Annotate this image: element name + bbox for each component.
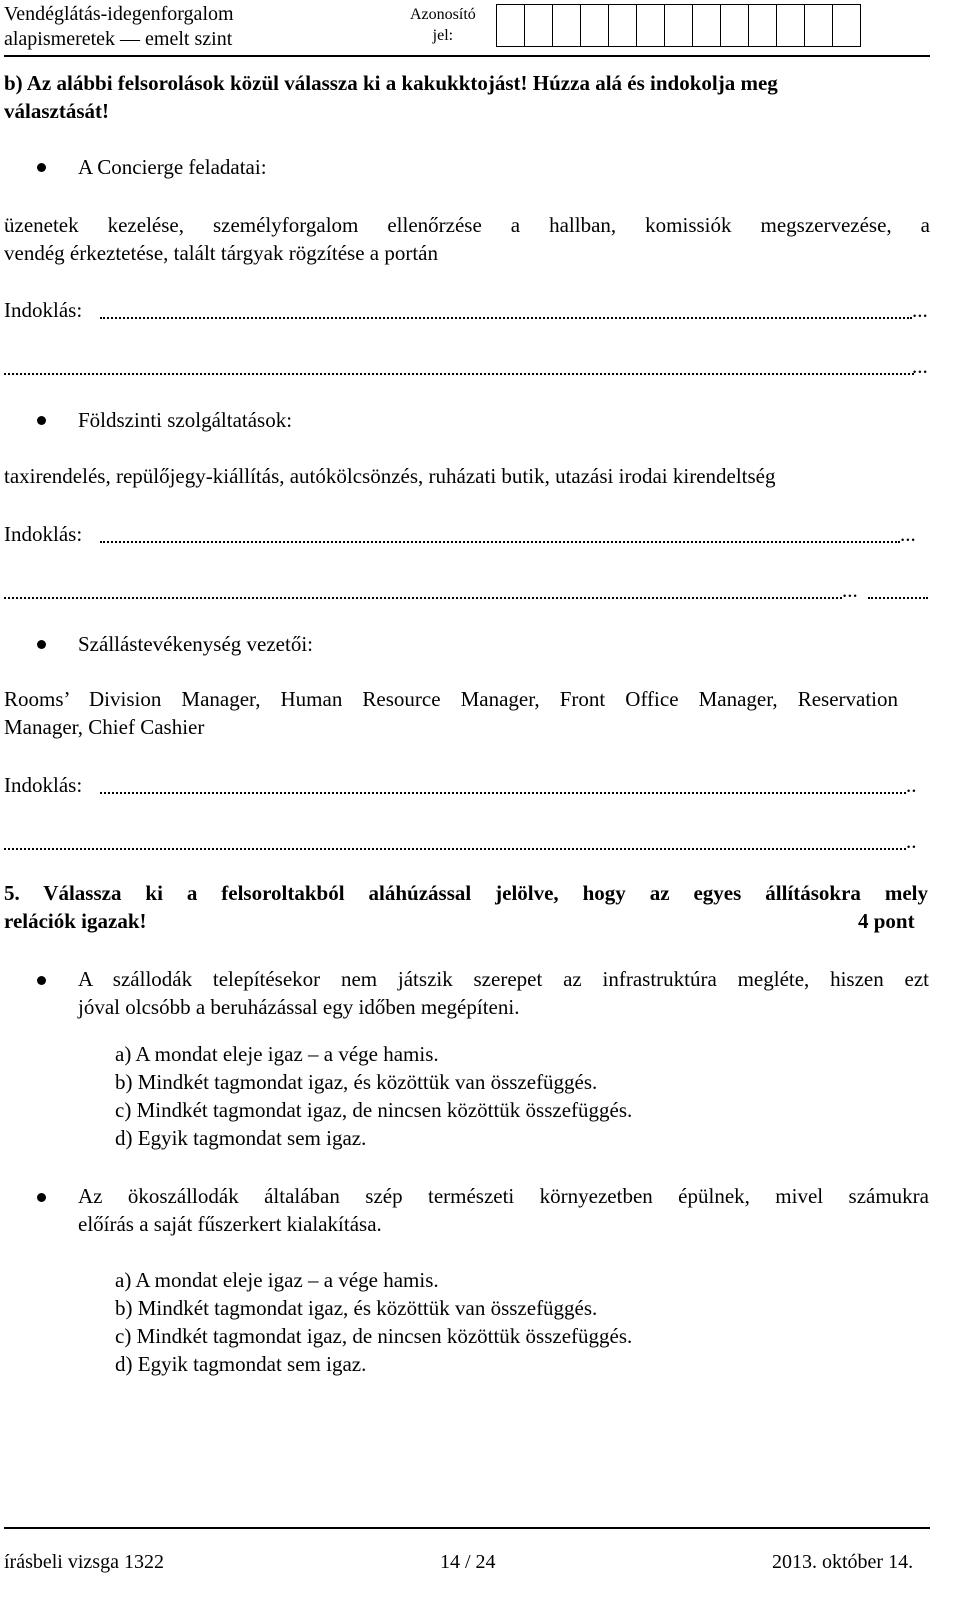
id-label-line1: Azonosító bbox=[410, 6, 476, 23]
id-box[interactable] bbox=[552, 4, 581, 47]
answer-option[interactable]: a) A mondat eleje igaz – a vége hamis. bbox=[115, 1042, 439, 1066]
answer-line-end: .. bbox=[906, 829, 917, 853]
id-box[interactable] bbox=[692, 4, 721, 47]
exam-subject-line2: alapismeretek — emelt szint bbox=[4, 28, 233, 50]
id-box[interactable] bbox=[608, 4, 637, 47]
bullet-icon bbox=[37, 1193, 46, 1202]
id-label bbox=[410, 4, 476, 46]
answer-line[interactable] bbox=[4, 593, 842, 599]
answer-option[interactable]: c) Mindkét tagmondat igaz, de nincsen közöttük összefüggés. bbox=[115, 1324, 633, 1348]
answer-option[interactable]: a) A mondat eleje igaz – a vége hamis. bbox=[115, 1268, 439, 1292]
answer-line-end: ... bbox=[912, 354, 928, 378]
answer-line[interactable] bbox=[868, 593, 928, 599]
answer-option[interactable]: c) Mindkét tagmondat igaz, de nincsen közöttük összefüggés. bbox=[115, 1098, 633, 1122]
item-list-line1: üzenetek kezelése, személyforgalom ellenőrzése a hallban, komissiók megszervezése, a bbox=[4, 213, 930, 237]
id-box[interactable] bbox=[496, 4, 525, 47]
answer-option[interactable]: b) Mindkét tagmondat igaz, és közöttük van összefüggés. bbox=[115, 1296, 598, 1320]
item-list-line2: vendég érkeztetése, talált tárgyak rögzítése a portán bbox=[4, 241, 438, 265]
reason-label: Indoklás: bbox=[4, 773, 83, 797]
statement-line2: jóval olcsóbb a beruházással egy időben megépíteni. bbox=[78, 995, 520, 1019]
bullet-icon bbox=[37, 163, 46, 172]
id-box[interactable] bbox=[748, 4, 777, 47]
id-box[interactable] bbox=[804, 4, 833, 47]
task5-points: 4 pont bbox=[858, 909, 915, 933]
bullet-icon bbox=[37, 416, 46, 425]
exam-subject-line1: Vendéglátás-idegenforgalom bbox=[4, 3, 234, 25]
id-box[interactable] bbox=[664, 4, 693, 47]
item-list-line1: taxirendelés, repülőjegy-kiállítás, autókölcsönzés, ruházati butik, utazási irodai kirendeltség bbox=[4, 464, 776, 488]
answer-line-end: .. bbox=[906, 773, 917, 797]
answer-line-end: ... bbox=[900, 522, 916, 546]
item-title: A Concierge feladatai: bbox=[78, 155, 267, 179]
item-list-line1: Rooms’ Division Manager, Human Resource Manager, Front Office Manager, Reservation bbox=[4, 687, 898, 711]
reason-label: Indoklás: bbox=[4, 298, 83, 322]
id-box[interactable] bbox=[776, 4, 805, 47]
statement-line1: A szállodák telepítésekor nem játszik szerepet az infrastruktúra megléte, hiszen ezt bbox=[78, 967, 929, 991]
answer-line[interactable] bbox=[100, 788, 906, 794]
footer-rule bbox=[4, 1527, 930, 1529]
reason-label: Indoklás: bbox=[4, 522, 83, 546]
exam-subject bbox=[4, 2, 234, 52]
answer-line-end: ... bbox=[842, 578, 858, 602]
item-title: Földszinti szolgáltatások: bbox=[78, 408, 293, 432]
bullet-icon bbox=[37, 976, 46, 985]
footer-date: 2013. október 14. bbox=[772, 1551, 914, 1573]
answer-line[interactable] bbox=[100, 537, 900, 543]
id-box[interactable] bbox=[720, 4, 749, 47]
footer-page-number: 14 / 24 bbox=[440, 1551, 496, 1573]
answer-option[interactable]: d) Egyik tagmondat sem igaz. bbox=[115, 1352, 367, 1376]
footer-exam-code: írásbeli vizsga 1322 bbox=[4, 1551, 164, 1573]
statement-line2: előírás a saját fűszerkert kialakítása. bbox=[78, 1212, 382, 1236]
answer-line[interactable] bbox=[4, 844, 906, 850]
bullet-icon bbox=[37, 640, 46, 649]
header-rule bbox=[4, 55, 930, 57]
id-label-line2: jel: bbox=[432, 27, 454, 44]
id-box[interactable] bbox=[580, 4, 609, 47]
answer-line[interactable] bbox=[100, 313, 912, 319]
id-box[interactable] bbox=[524, 4, 553, 47]
answer-option[interactable]: d) Egyik tagmondat sem igaz. bbox=[115, 1126, 367, 1150]
id-box[interactable] bbox=[636, 4, 665, 47]
id-box[interactable] bbox=[832, 4, 861, 47]
task5-instruction-line1: 5. Válassza ki a felsoroltakból aláhúzással jelölve, hogy az egyes állításokra mely bbox=[4, 881, 928, 905]
task-b-instruction-line2: választását! bbox=[4, 99, 109, 123]
answer-line[interactable] bbox=[4, 369, 914, 375]
item-list-line2: Manager, Chief Cashier bbox=[4, 715, 205, 739]
task5-instruction-line2: relációk igazak! bbox=[4, 909, 147, 933]
item-title: Szállástevékenység vezetői: bbox=[78, 632, 313, 656]
statement-line1: Az ökoszállodák általában szép természeti környezetben épülnek, mivel számukra bbox=[78, 1184, 929, 1208]
task-b-instruction-line1: b) Az alábbi felsorolások közül válassza ki a kakukktojást! Húzza alá és indokolja meg bbox=[4, 71, 778, 95]
answer-option[interactable]: b) Mindkét tagmondat igaz, és közöttük van összefüggés. bbox=[115, 1070, 598, 1094]
answer-line-end: ... bbox=[912, 298, 928, 322]
